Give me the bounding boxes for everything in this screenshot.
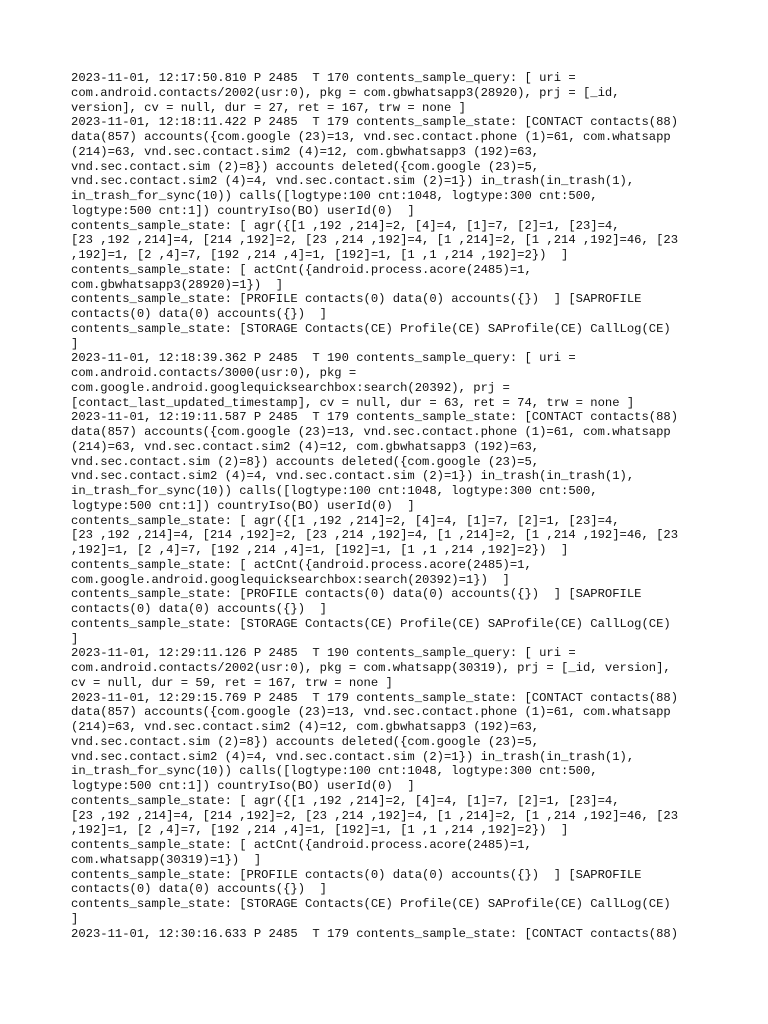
log-line: vnd.sec.contact.sim2 (4)=4, vnd.sec.contact.sim (2)=1}) in_trash(in_trash(1),: [71, 174, 635, 189]
log-line: in_trash_for_sync(10)) calls([logtype:100 cnt:1048, logtype:300 cnt:500,: [71, 189, 598, 203]
log-line: data(857) accounts({com.google (23)=13, vnd.sec.contact.phone (1)=61, com.whatsapp: [71, 425, 671, 439]
log-text-block: [71, 71, 711, 941]
log-line: contents_sample_state: [PROFILE contacts(0) data(0) accounts({}) ] [SAPROFILE: [71, 292, 642, 307]
log-line: in_trash_for_sync(10)) calls([logtype:100 cnt:1048, logtype:300 cnt:500,: [71, 764, 598, 779]
log-line: contents_sample_state: [PROFILE contacts(0) data(0) accounts({}) ] [SAPROFILE: [71, 587, 642, 602]
log-line: 2023-11-01, 12:29:11.126 P 2485 T 190 contents_sample_query: [ uri =: [71, 646, 576, 661]
log-line: com.gbwhatsapp3(28920)=1}) ]: [71, 277, 284, 292]
log-line: contents_sample_state: [ agr({[1 ,192 ,214]=2, [4]=4, [1]=7, [2]=1, [23]=4,: [71, 513, 620, 528]
log-line: vnd.sec.contact.sim2 (4)=4, vnd.sec.contact.sim (2)=1}) in_trash(in_trash(1),: [71, 749, 635, 764]
log-line: data(857) accounts({com.google (23)=13, vnd.sec.contact.phone (1)=61, com.whatsapp: [71, 705, 671, 720]
log-line: com.google.android.googlequicksearchbox:search(20392), prj =: [71, 380, 510, 395]
log-line: [23 ,192 ,214]=4, [214 ,192]=2, [23 ,214 ,192]=4, [1 ,214]=2, [1 ,214 ,192]=46, [23: [71, 528, 679, 543]
log-line: logtype:500 cnt:1]) countryIso(BO) userId(0) ]: [71, 498, 415, 513]
log-line: 2023-11-01, 12:18:11.422 P 2485 T 179 contents_sample_state: [CONTACT contacts(88): [71, 115, 679, 130]
log-line: ]: [71, 336, 79, 351]
log-line: contacts(0) data(0) accounts({}) ]: [71, 307, 327, 321]
log-line: vnd.sec.contact.sim (2)=8}) accounts deleted({com.google (23)=5,: [71, 159, 540, 174]
log-line: 2023-11-01, 12:30:16.633 P 2485 T 179 contents_sample_state: [CONTACT contacts(88): [71, 926, 679, 941]
log-line: ,192]=1, [2 ,4]=7, [192 ,214 ,4]=1, [192]=1, [1 ,1 ,214 ,192]=2}) ]: [71, 543, 569, 557]
log-line: version], cv = null, dur = 27, ret = 167, trw = none ]: [71, 100, 466, 115]
log-line: contents_sample_state: [ actCnt({android.process.acore(2485)=1,: [71, 557, 532, 572]
log-line: data(857) accounts({com.google (23)=13, vnd.sec.contact.phone (1)=61, com.whatsapp: [71, 130, 671, 144]
log-line: [23 ,192 ,214]=4, [214 ,192]=2, [23 ,214 ,192]=4, [1 ,214]=2, [1 ,214 ,192]=46, [23: [71, 233, 679, 248]
log-line: contents_sample_state: [STORAGE Contacts(CE) Profile(CE) SAProfile(CE) CallLog(CE): [71, 897, 671, 911]
log-line: 2023-11-01, 12:29:15.769 P 2485 T 179 contents_sample_state: [CONTACT contacts(88): [71, 690, 679, 705]
log-line: logtype:500 cnt:1]) countryIso(BO) userId(0) ]: [71, 779, 415, 793]
log-line: contacts(0) data(0) accounts({}) ]: [71, 602, 327, 616]
log-line: contacts(0) data(0) accounts({}) ]: [71, 882, 327, 897]
log-line: contents_sample_state: [ actCnt({android.process.acore(2485)=1,: [71, 262, 532, 277]
log-line: (214)=63, vnd.sec.contact.sim2 (4)=12, com.gbwhatsapp3 (192)=63,: [71, 439, 540, 454]
log-line: contents_sample_state: [ agr({[1 ,192 ,214]=2, [4]=4, [1]=7, [2]=1, [23]=4,: [71, 218, 620, 233]
log-line: contents_sample_state: [ actCnt({android.process.acore(2485)=1,: [71, 838, 532, 852]
log-line: [23 ,192 ,214]=4, [214 ,192]=2, [23 ,214 ,192]=4, [1 ,214]=2, [1 ,214 ,192]=46, [23: [71, 808, 679, 823]
log-line: contents_sample_state: [PROFILE contacts(0) data(0) accounts({}) ] [SAPROFILE: [71, 867, 642, 882]
log-line: (214)=63, vnd.sec.contact.sim2 (4)=12, com.gbwhatsapp3 (192)=63,: [71, 720, 540, 734]
log-line: [contact_last_updated_timestamp], cv = null, dur = 63, ret = 74, trw = none ]: [71, 395, 635, 410]
log-line: vnd.sec.contact.sim (2)=8}) accounts deleted({com.google (23)=5,: [71, 734, 540, 749]
log-line: logtype:500 cnt:1]) countryIso(BO) userId(0) ]: [71, 203, 415, 218]
log-line: ,192]=1, [2 ,4]=7, [192 ,214 ,4]=1, [192]=1, [1 ,1 ,214 ,192]=2}) ]: [71, 823, 569, 838]
log-line: contents_sample_state: [STORAGE Contacts(CE) Profile(CE) SAProfile(CE) CallLog(CE): [71, 616, 671, 631]
log-line: contents_sample_state: [STORAGE Contacts(CE) Profile(CE) SAProfile(CE) CallLog(CE): [71, 321, 671, 336]
log-line: in_trash_for_sync(10)) calls([logtype:100 cnt:1048, logtype:300 cnt:500,: [71, 484, 598, 498]
log-line: 2023-11-01, 12:19:11.587 P 2485 T 179 contents_sample_state: [CONTACT contacts(88): [71, 410, 679, 425]
log-line: com.android.contacts/2002(usr:0), pkg = com.gbwhatsapp3(28920), prj = [_id,: [71, 85, 620, 100]
log-line: contents_sample_state: [ agr({[1 ,192 ,214]=2, [4]=4, [1]=7, [2]=1, [23]=4,: [71, 793, 620, 808]
log-line: 2023-11-01, 12:18:39.362 P 2485 T 190 contents_sample_query: [ uri =: [71, 351, 576, 366]
log-line: ]: [71, 631, 79, 646]
log-line: vnd.sec.contact.sim (2)=8}) accounts deleted({com.google (23)=5,: [71, 454, 540, 469]
log-line: cv = null, dur = 59, ret = 167, trw = none ]: [71, 675, 393, 690]
log-line: com.android.contacts/3000(usr:0), pkg =: [71, 366, 357, 380]
log-line: com.android.contacts/2002(usr:0), pkg = com.whatsapp(30319), prj = [_id, version],: [71, 661, 671, 675]
log-line: com.whatsapp(30319)=1}) ]: [71, 852, 262, 867]
log-line: vnd.sec.contact.sim2 (4)=4, vnd.sec.contact.sim (2)=1}) in_trash(in_trash(1),: [71, 469, 635, 484]
log-line: (214)=63, vnd.sec.contact.sim2 (4)=12, com.gbwhatsapp3 (192)=63,: [71, 144, 540, 159]
log-line: com.google.android.googlequicksearchbox:search(20392)=1}) ]: [71, 572, 510, 587]
log-line: ]: [71, 911, 79, 926]
log-line: ,192]=1, [2 ,4]=7, [192 ,214 ,4]=1, [192]=1, [1 ,1 ,214 ,192]=2}) ]: [71, 248, 569, 262]
log-line: 2023-11-01, 12:17:50.810 P 2485 T 170 contents_sample_query: [ uri =: [71, 71, 576, 85]
